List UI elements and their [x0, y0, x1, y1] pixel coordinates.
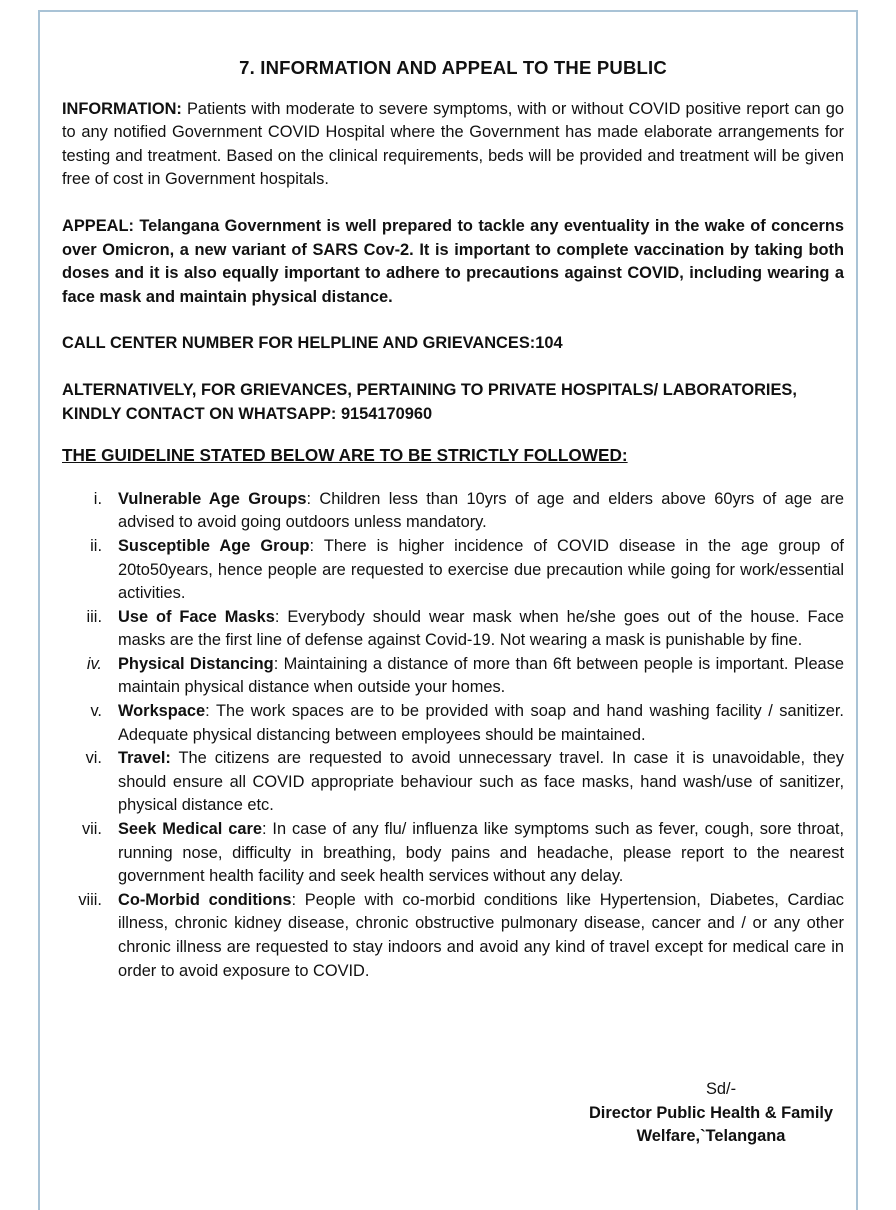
- guideline-list: [62, 488, 844, 983]
- guideline-term: Vulnerable Age Groups: [118, 489, 307, 508]
- guideline-item: [62, 747, 844, 818]
- section-heading: 7. INFORMATION AND APPEAL TO THE PUBLIC: [239, 57, 667, 78]
- guideline-term: Use of Face Masks: [118, 607, 275, 626]
- guideline-term: Travel:: [118, 749, 171, 768]
- guideline-item: [62, 606, 844, 653]
- guideline-numeral: i.: [93, 489, 102, 508]
- information-text: Patients with moderate to severe symptoms, with or without COVID positive report can go to any notified Government COVID Hospital where the Government has made elaborate arrangements for testing and treatment. Based on the clinical requirements, beds will be provided and treatment will be given free of cost in Government hospitals.: [62, 99, 844, 189]
- information-label: INFORMATION:: [62, 99, 182, 118]
- information-paragraph: [62, 98, 844, 192]
- guideline-numeral: v.: [90, 702, 102, 721]
- guideline-numeral: iii.: [86, 607, 102, 626]
- guideline-item: [62, 653, 844, 700]
- signature-sd: Sd/-: [705, 1080, 737, 1098]
- guideline-text: : In case of any flu/ influenza like symptoms such as fever, cough, sore throat, running nose, difficulty in breathing, body pains and headache, please report to the nearest government health facility and seek health services without any delay.: [118, 820, 844, 886]
- guideline-text: The citizens are requested to avoid unnecessary travel. In case it is unavoidable, they should ensure all COVID appropriate behaviour such as face masks, hand wash/use of sanitizer, physical distance etc.: [118, 749, 844, 815]
- signature-block: [566, 1078, 856, 1149]
- guideline-term: Physical Distancing: [118, 654, 274, 673]
- guideline-term: Workspace: [118, 702, 206, 721]
- guideline-text: : Children less than 10yrs of age and elders above 60yrs of age are advised to avoid going outdoors unless mandatory.: [118, 489, 845, 532]
- guideline-text: : There is higher incidence of COVID disease in the age group of 20to50years, hence people are requested to exercise due precaution while going for work/essential activities.: [118, 536, 844, 603]
- guideline-numeral: vii.: [81, 820, 102, 839]
- guideline-item: [62, 488, 844, 535]
- signatory-title-line1: Director Public Health & Family: [588, 1103, 834, 1122]
- appeal-paragraph: APPEAL: Telangana Government is well prepared to tackle any eventuality in the wake of concerns over Omicron, a new variant of SARS Cov-2. It is important to complete vaccination by taking both doses and it is also equally important to adhere to precautions against COVID, including wearing a face mask and maintain physical distance.: [62, 216, 844, 306]
- guideline-item: [62, 700, 844, 747]
- guideline-item: [62, 889, 844, 983]
- guideline-text: : Maintaining a distance of more than 6ft between people is important. Please maintain physical distance when outside your homes.: [118, 654, 844, 697]
- document-content: [62, 56, 844, 983]
- call-center-line: CALL CENTER NUMBER FOR HELPLINE AND GRIEVANCES:104: [62, 334, 563, 353]
- guideline-text: : People with co-morbid conditions like Hypertension, Diabetes, Cardiac illness, chronic kidney disease, chronic obstructive pulmonary disease, cancer and / or any other chronic illness are requested to stay indoors and avoid any kind of travel except for medical care in order to avoid exposure to COVID.: [118, 890, 844, 980]
- guideline-numeral: ii.: [90, 536, 102, 555]
- guideline-item: [62, 535, 844, 606]
- guideline-heading: THE GUIDELINE STATED BELOW ARE TO BE STRICTLY FOLLOWED:: [62, 445, 628, 466]
- guideline-term: Co-Morbid conditions: [118, 890, 292, 909]
- guideline-term: Susceptible Age Group: [118, 536, 310, 555]
- guideline-text: : Everybody should wear mask when he/she goes out of the house. Face masks are the first line of defense against Covid-19. Not wearing a mask is punishable by fine.: [118, 607, 844, 650]
- guideline-numeral: iv.: [86, 654, 102, 673]
- guideline-numeral: viii.: [78, 890, 102, 909]
- guideline-item: [62, 818, 844, 889]
- alternative-contact: ALTERNATIVELY, FOR GRIEVANCES, PERTAINING TO PRIVATE HOSPITALS/ LABORATORIES, KINDLY CONTACT ON WHATSAPP: 9154170960: [62, 380, 797, 423]
- signatory-title-line2: Welfare,`Telangana: [636, 1127, 786, 1146]
- guideline-numeral: vi.: [85, 749, 102, 768]
- guideline-text: : The work spaces are to be provided with soap and hand washing facility / sanitizer. Adequate physical distancing between employees should be maintained.: [118, 702, 844, 744]
- guideline-term: Seek Medical care: [118, 820, 262, 839]
